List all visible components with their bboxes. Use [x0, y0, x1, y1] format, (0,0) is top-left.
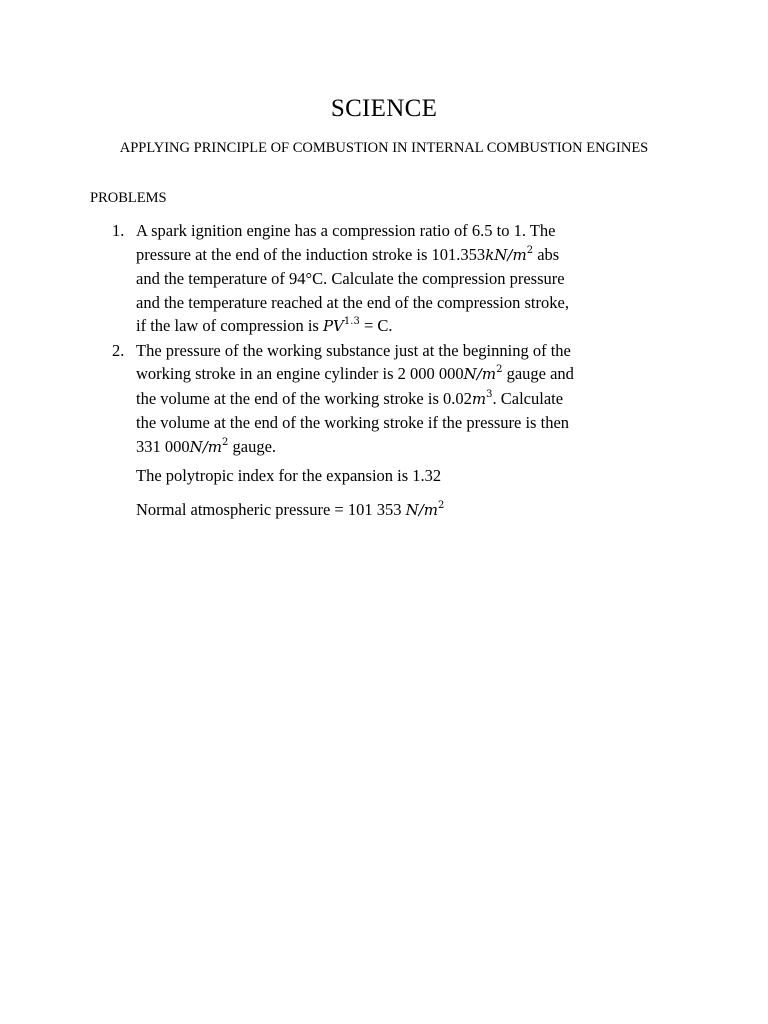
problem-item	[0, 339, 676, 460]
page-subtitle: APPLYING PRINCIPLE OF COMBUSTION IN INTERNAL COMBUSTION ENGINES	[119, 140, 649, 156]
math-base: N/m	[189, 437, 223, 456]
atmospheric-unit	[406, 501, 445, 519]
problems-heading: PROBLEMS	[90, 190, 167, 206]
math-base: N/m	[463, 365, 497, 383]
math-exponent: 2	[526, 244, 534, 256]
problem-text: if the law of compression is	[136, 316, 323, 335]
problem-number: 2.	[112, 340, 125, 360]
problem-text: A spark ignition engine has a compression ratio of 6.5 to 1. The	[136, 221, 556, 240]
math-base: kN/m	[485, 245, 527, 264]
problem-line	[136, 291, 676, 315]
math-expression	[323, 317, 360, 335]
problem-text-after: = C.	[359, 316, 393, 335]
problem-line	[136, 362, 676, 387]
atmospheric-pressure-text	[136, 498, 444, 522]
problem-text: the volume at the end of the working stroke if the pressure is then	[136, 413, 570, 432]
problem-text: working stroke in an engine cylinder is 2 000 000	[136, 364, 464, 383]
math-expression	[464, 365, 503, 383]
math-exponent: 2	[496, 364, 503, 375]
problem-list	[0, 219, 768, 459]
math-expression	[190, 438, 229, 456]
problem-text-after: gauge.	[228, 436, 277, 456]
problem-number: 1.	[112, 221, 125, 240]
problem-text-after: abs	[533, 244, 560, 264]
math-expression	[472, 390, 493, 408]
problem-text: and the temperature reached at the end of the compression stroke,	[136, 292, 569, 312]
atmospheric-unit-exponent: 2	[437, 500, 445, 511]
problem-text: The pressure of the working substance just at the beginning of the	[136, 340, 571, 360]
problem-line	[136, 314, 676, 339]
polytropic-index-text: The polytropic index for the expansion is 1.32	[136, 466, 442, 485]
problem-text: the volume at the end of the working stroke is 0.02	[136, 388, 472, 408]
problem-text-after: . Calculate	[492, 388, 564, 408]
math-base: PV	[322, 317, 344, 335]
page-title: SCIENCE	[330, 95, 438, 122]
problem-text: pressure at the end of the induction stroke is 101.353	[136, 244, 486, 264]
problem-line	[136, 387, 676, 412]
math-exponent: 2	[222, 436, 229, 448]
problem-item	[0, 219, 676, 339]
math-exponent: 1.3	[343, 316, 360, 327]
problem-line	[136, 267, 676, 291]
problem-line	[136, 243, 676, 268]
atmospheric-text: Normal atmospheric pressure = 101 353	[136, 500, 406, 519]
problem-text: 331 000	[136, 436, 190, 456]
math-base: m	[471, 389, 487, 408]
problem-line	[136, 435, 676, 460]
problem-text-after: gauge and	[502, 364, 574, 383]
problem-line	[136, 339, 676, 363]
problem-line	[136, 219, 676, 243]
math-expression	[485, 246, 533, 264]
problem-text: and the temperature of 94°C. Calculate the compression pressure	[136, 269, 565, 288]
problem-line	[136, 411, 676, 435]
atmospheric-unit-base: N/m	[405, 501, 438, 519]
math-exponent: 3	[486, 388, 493, 400]
